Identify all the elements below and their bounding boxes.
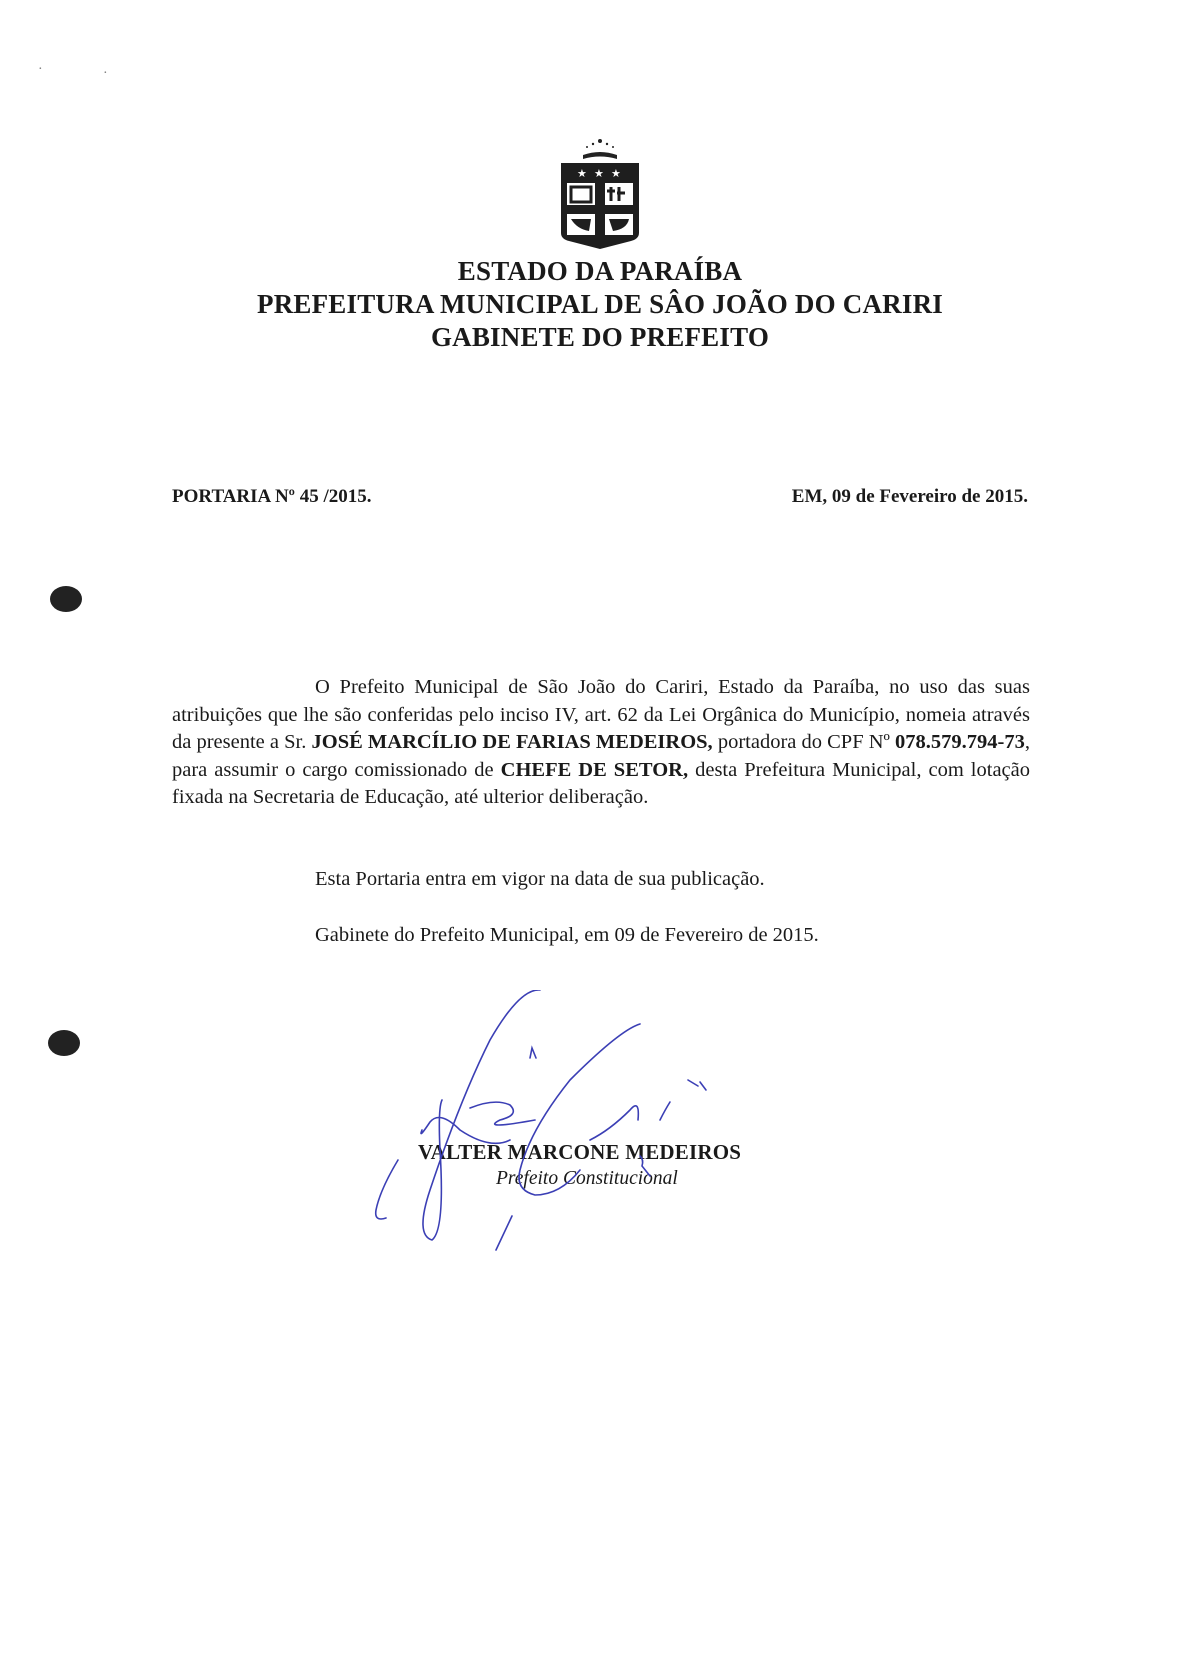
body-text-segment: portadora do CPF Nº	[712, 731, 896, 753]
punch-hole	[50, 586, 82, 612]
body-text-segment: , para assumir o cargo comissionado de	[172, 731, 1030, 781]
city-hall-name: PREFEITURA MUNICIPAL DE SÂO JOÃO DO CARIRI	[257, 289, 943, 319]
effective-clause: Esta Portaria entra em vigor na data de sua publicação.	[315, 868, 765, 890]
appointment-paragraph	[172, 674, 1030, 812]
role-name: CHEFE DE SETOR,	[500, 758, 689, 781]
state-name: ESTADO DA PARAÍBA	[457, 256, 743, 286]
scan-speck: ·	[103, 66, 108, 81]
portaria-number: PORTARIA Nº 45 /2015.	[172, 486, 372, 507]
signatory-name: VALTER MARCONE MEDEIROS	[418, 1140, 742, 1164]
punch-hole	[48, 1030, 80, 1056]
cpf-number: 078.579.794-73	[895, 731, 1025, 753]
scan-speck: ·	[38, 62, 43, 77]
portaria-body	[172, 674, 1030, 812]
svg-text:★: ★	[577, 167, 587, 180]
portaria-date: EM, 09 de Fevereiro de 2015.	[791, 486, 1028, 507]
municipal-crest-icon	[553, 135, 647, 251]
appointee-name: JOSÉ MARCÍLIO DE FARIAS MEDEIROS,	[311, 731, 713, 753]
signature	[370, 990, 770, 1320]
svg-text:★: ★	[594, 167, 604, 180]
body-text-segment: O Prefeito Municipal de São João do Cariri, Estado da Paraíba, no uso das suas atribuições que lhe são conferidas pelo inciso IV, art. 62 da Lei Orgânica do Município, nomeia através da presente a Sr.	[172, 676, 1030, 753]
letterhead	[0, 255, 1200, 354]
office-name: GABINETE DO PREFEITO	[430, 322, 770, 352]
signatory-title: Prefeito Constitucional	[496, 1168, 678, 1189]
issued-at-line: Gabinete do Prefeito Municipal, em 09 de Fevereiro de 2015.	[315, 924, 819, 946]
svg-text:★: ★	[611, 167, 621, 180]
body-text-segment: desta Prefeitura Municipal, com lotação fixada na Secretaria de Educação, até ulterior deliberação.	[172, 758, 1030, 808]
